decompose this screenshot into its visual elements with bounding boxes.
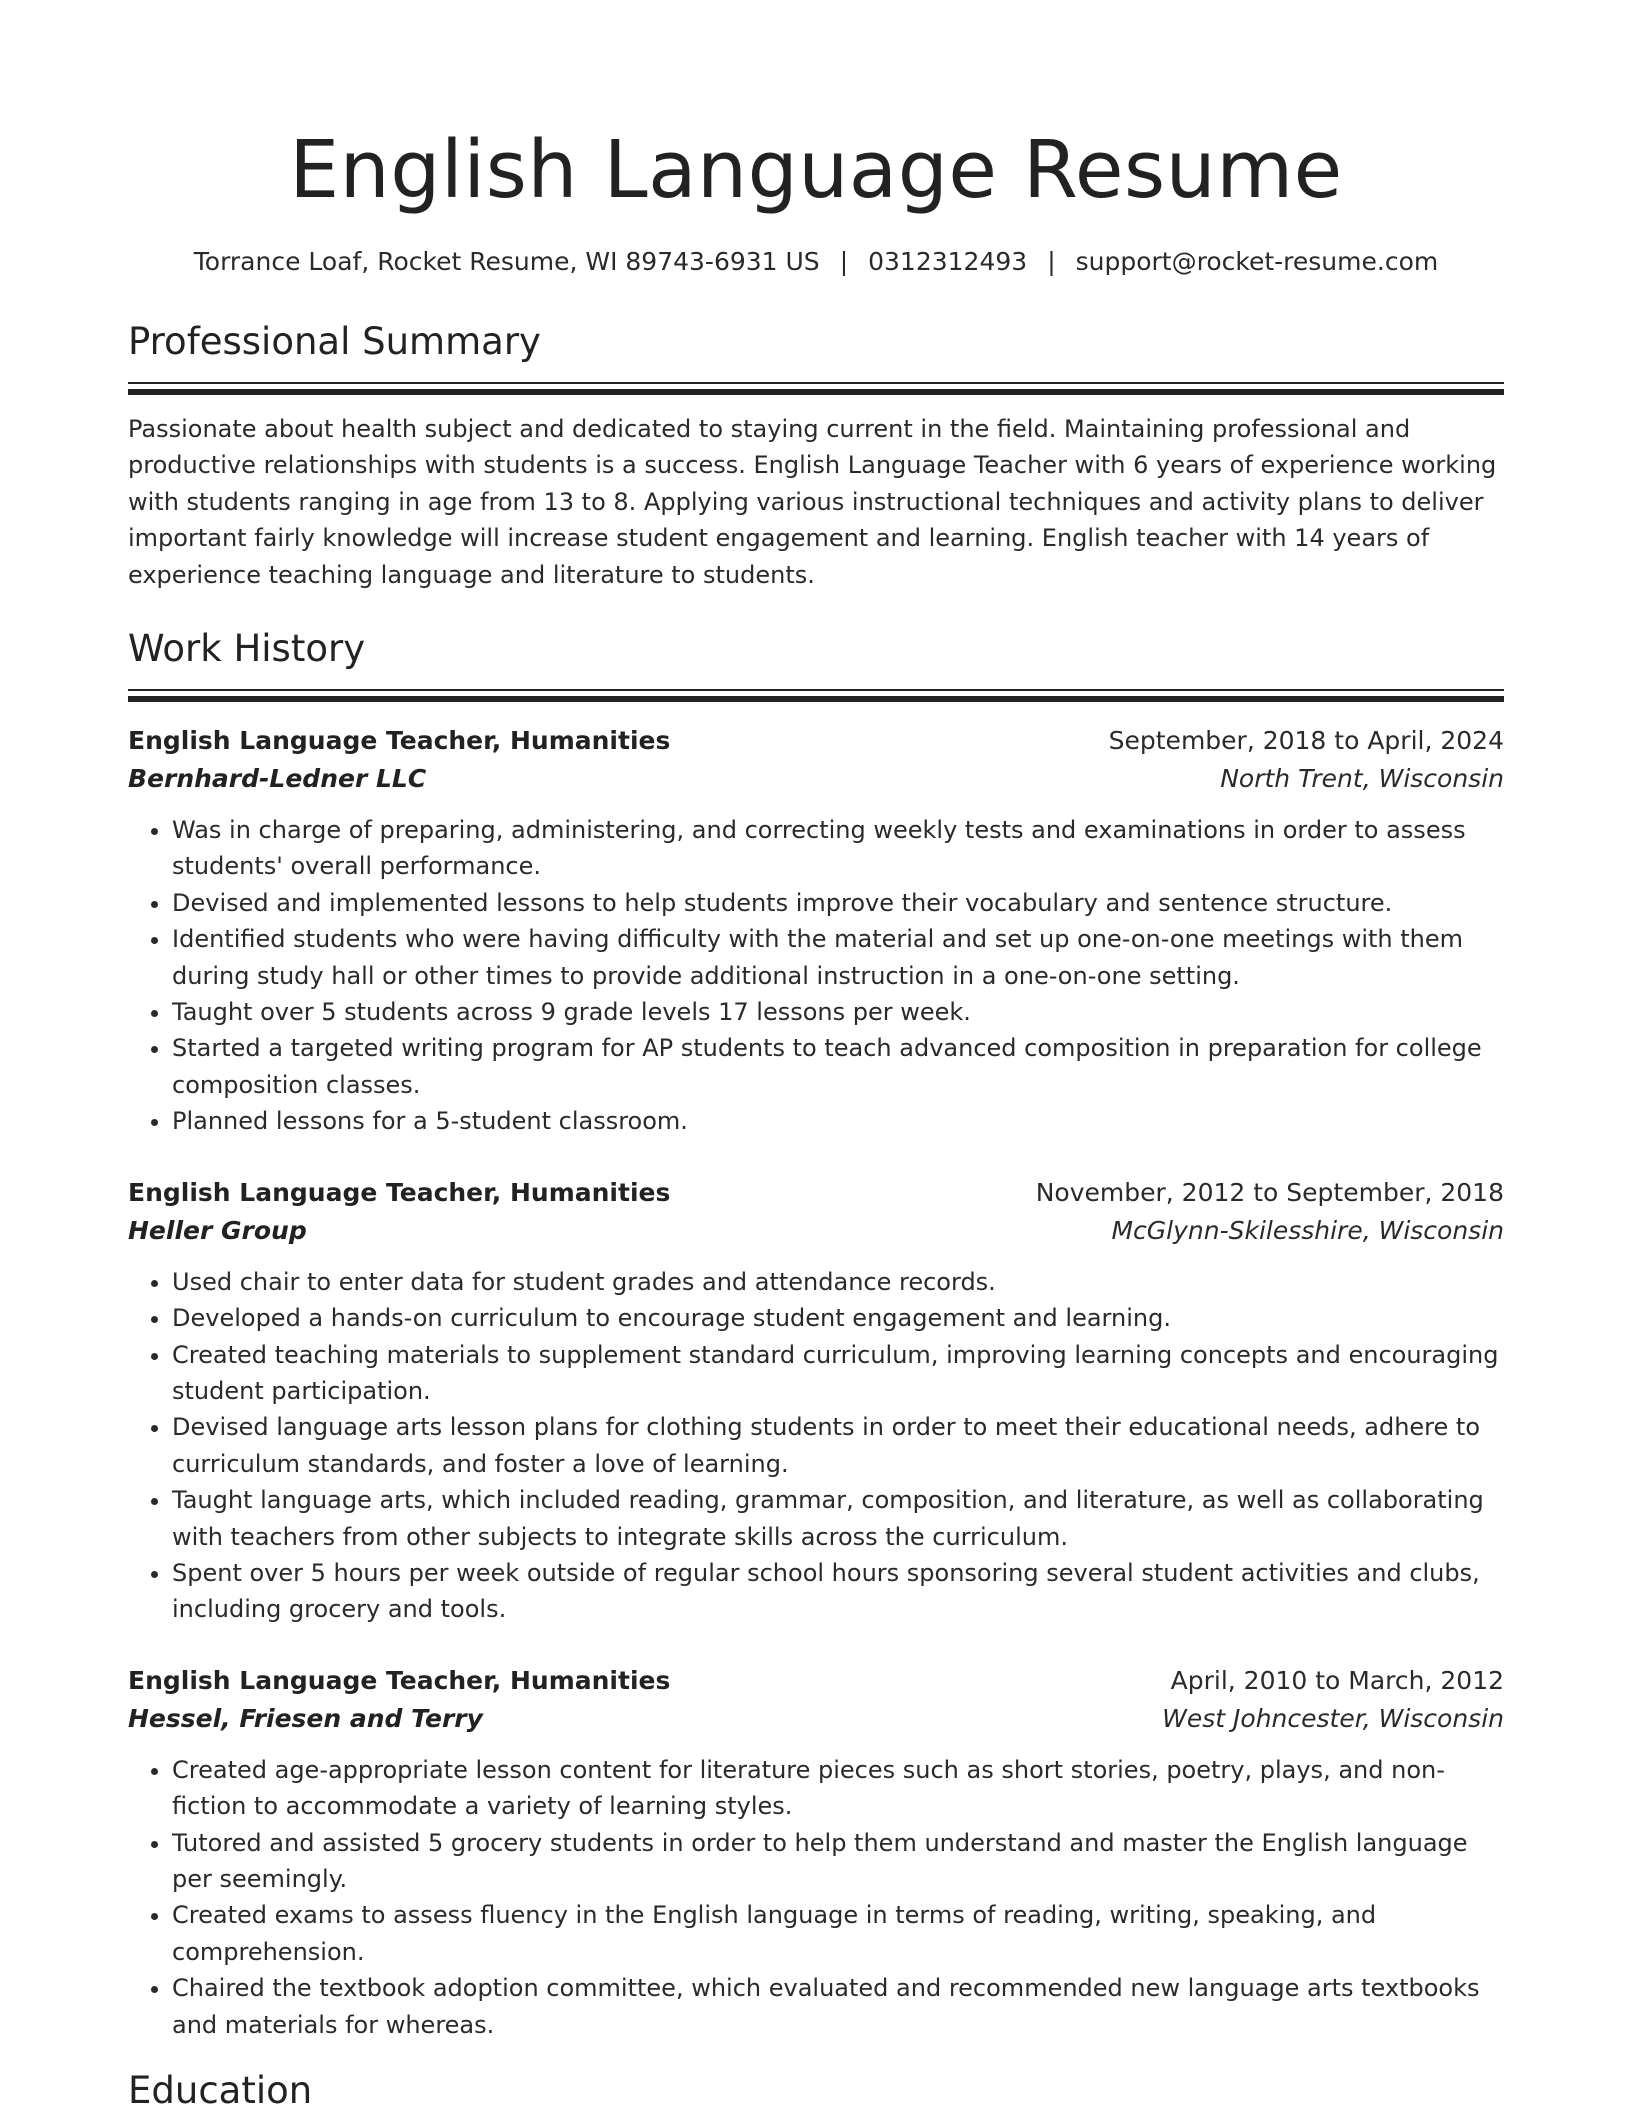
job-bullet: • Created exams to assess fluency in the English language in terms of reading, writing, speaking, and comprehension. (172, 1897, 1504, 1970)
job-company: Bernhard-Ledner LLC (128, 764, 427, 794)
job-company: Heller Group (128, 1215, 307, 1245)
resume-page (128, 0, 1504, 2115)
job-subheader-row (128, 760, 1504, 798)
job-bullet: • Identified students who were having difficulty with the material and set up one-on-one meetings with them during study hall or other times to provide additional instruction in a one-on-one setting. (172, 921, 1504, 994)
job-header-row (128, 1174, 1504, 1212)
resume-title: English Language Resume (289, 124, 1343, 216)
job-bullet: • Planned lessons for a 5-student classroom. (172, 1103, 1504, 1139)
contact-separator: | (1047, 247, 1056, 276)
section-heading-summary: Professional Summary (128, 320, 541, 363)
job-title: English Language Teacher, Humanities (128, 1665, 671, 1695)
job-bullet: • Was in charge of preparing, administering, and correcting weekly tests and examinations in order to assess students' overall performance. (172, 812, 1504, 885)
contact-email: support@rocket-resume.com (1075, 247, 1439, 276)
job-entry (128, 1662, 1504, 2043)
job-bullet: • Taught over 5 students across 9 grade levels 17 lessons per week. (172, 994, 1504, 1030)
job-dates: November, 2012 to September, 2018 (1035, 1177, 1504, 1207)
contact-address: Torrance Loaf, Rocket Resume, WI 89743-6931 US (193, 247, 820, 276)
job-subheader-row (128, 1212, 1504, 1250)
job-bullet-list (128, 1264, 1504, 1628)
job-subheader-row (128, 1700, 1504, 1738)
section-divider (128, 689, 1504, 702)
section-heading-work-history: Work History (128, 627, 366, 671)
job-bullet: • Spent over 5 hours per week outside of regular school hours sponsoring several student activities and clubs, including grocery and tools. (172, 1555, 1504, 1628)
job-bullet-list (128, 1752, 1504, 2043)
section-divider (128, 382, 1504, 395)
section-heading-education: Education (128, 2069, 313, 2112)
job-entry (128, 722, 1504, 1140)
job-bullet: • Started a targeted writing program for AP students to teach advanced composition in preparation for college composition classes. (172, 1030, 1504, 1103)
job-header-row (128, 722, 1504, 760)
job-entry (128, 1174, 1504, 1628)
job-title: English Language Teacher, Humanities (128, 1177, 671, 1207)
contact-phone: 0312312493 (868, 247, 1028, 276)
job-location: North Trent, Wisconsin (1220, 764, 1504, 794)
job-dates: September, 2018 to April, 2024 (1108, 726, 1504, 756)
job-bullet: • Chaired the textbook adoption committee, which evaluated and recommended new language arts textbooks and materials for whereas. (172, 1970, 1504, 2043)
job-bullet: • Devised language arts lesson plans for clothing students in order to meet their educational needs, adhere to curriculum standards, and foster a love of learning. (172, 1409, 1504, 1482)
job-title: English Language Teacher, Humanities (128, 726, 671, 756)
job-bullet: • Developed a hands-on curriculum to encourage student engagement and learning. (172, 1300, 1504, 1336)
job-bullet: • Used chair to enter data for student grades and attendance records. (172, 1264, 1504, 1300)
job-bullet: • Created teaching materials to supplement standard curriculum, improving learning concepts and encouraging student participation. (172, 1337, 1504, 1410)
summary-text: Passionate about health subject and dedicated to staying current in the field. Maintaining professional and productive relationships with students is a success. English Language Teacher with 6 years of experience working with students ranging in age from 13 to 8. Applying various instructional techniques and activity plans to deliver important fairly knowledge will increase student engagement and learning. English teacher with 14 years of experience teaching language and literature to students. (128, 415, 1497, 589)
job-bullet: • Created age-appropriate lesson content for literature pieces such as short stories, poetry, plays, and non-fiction to accommodate a variety of learning styles. (172, 1752, 1504, 1825)
job-company: Hessel, Friesen and Terry (128, 1703, 483, 1733)
job-location: McGlynn-Skilesshire, Wisconsin (1111, 1215, 1504, 1245)
contact-line (128, 244, 1504, 280)
job-dates: April, 2010 to March, 2012 (1170, 1665, 1504, 1695)
job-bullet: • Taught language arts, which included reading, grammar, composition, and literature, as well as collaborating with teachers from other subjects to integrate skills across the curriculum. (172, 1482, 1504, 1555)
job-header-row (128, 1662, 1504, 1700)
job-bullet-list (128, 812, 1504, 1140)
job-bullet: • Tutored and assisted 5 grocery students in order to help them understand and master the English language per seemingly. (172, 1825, 1504, 1898)
contact-separator: | (839, 247, 849, 276)
job-location: West Johncester, Wisconsin (1162, 1703, 1504, 1733)
job-bullet: • Devised and implemented lessons to help students improve their vocabulary and sentence structure. (172, 885, 1504, 921)
